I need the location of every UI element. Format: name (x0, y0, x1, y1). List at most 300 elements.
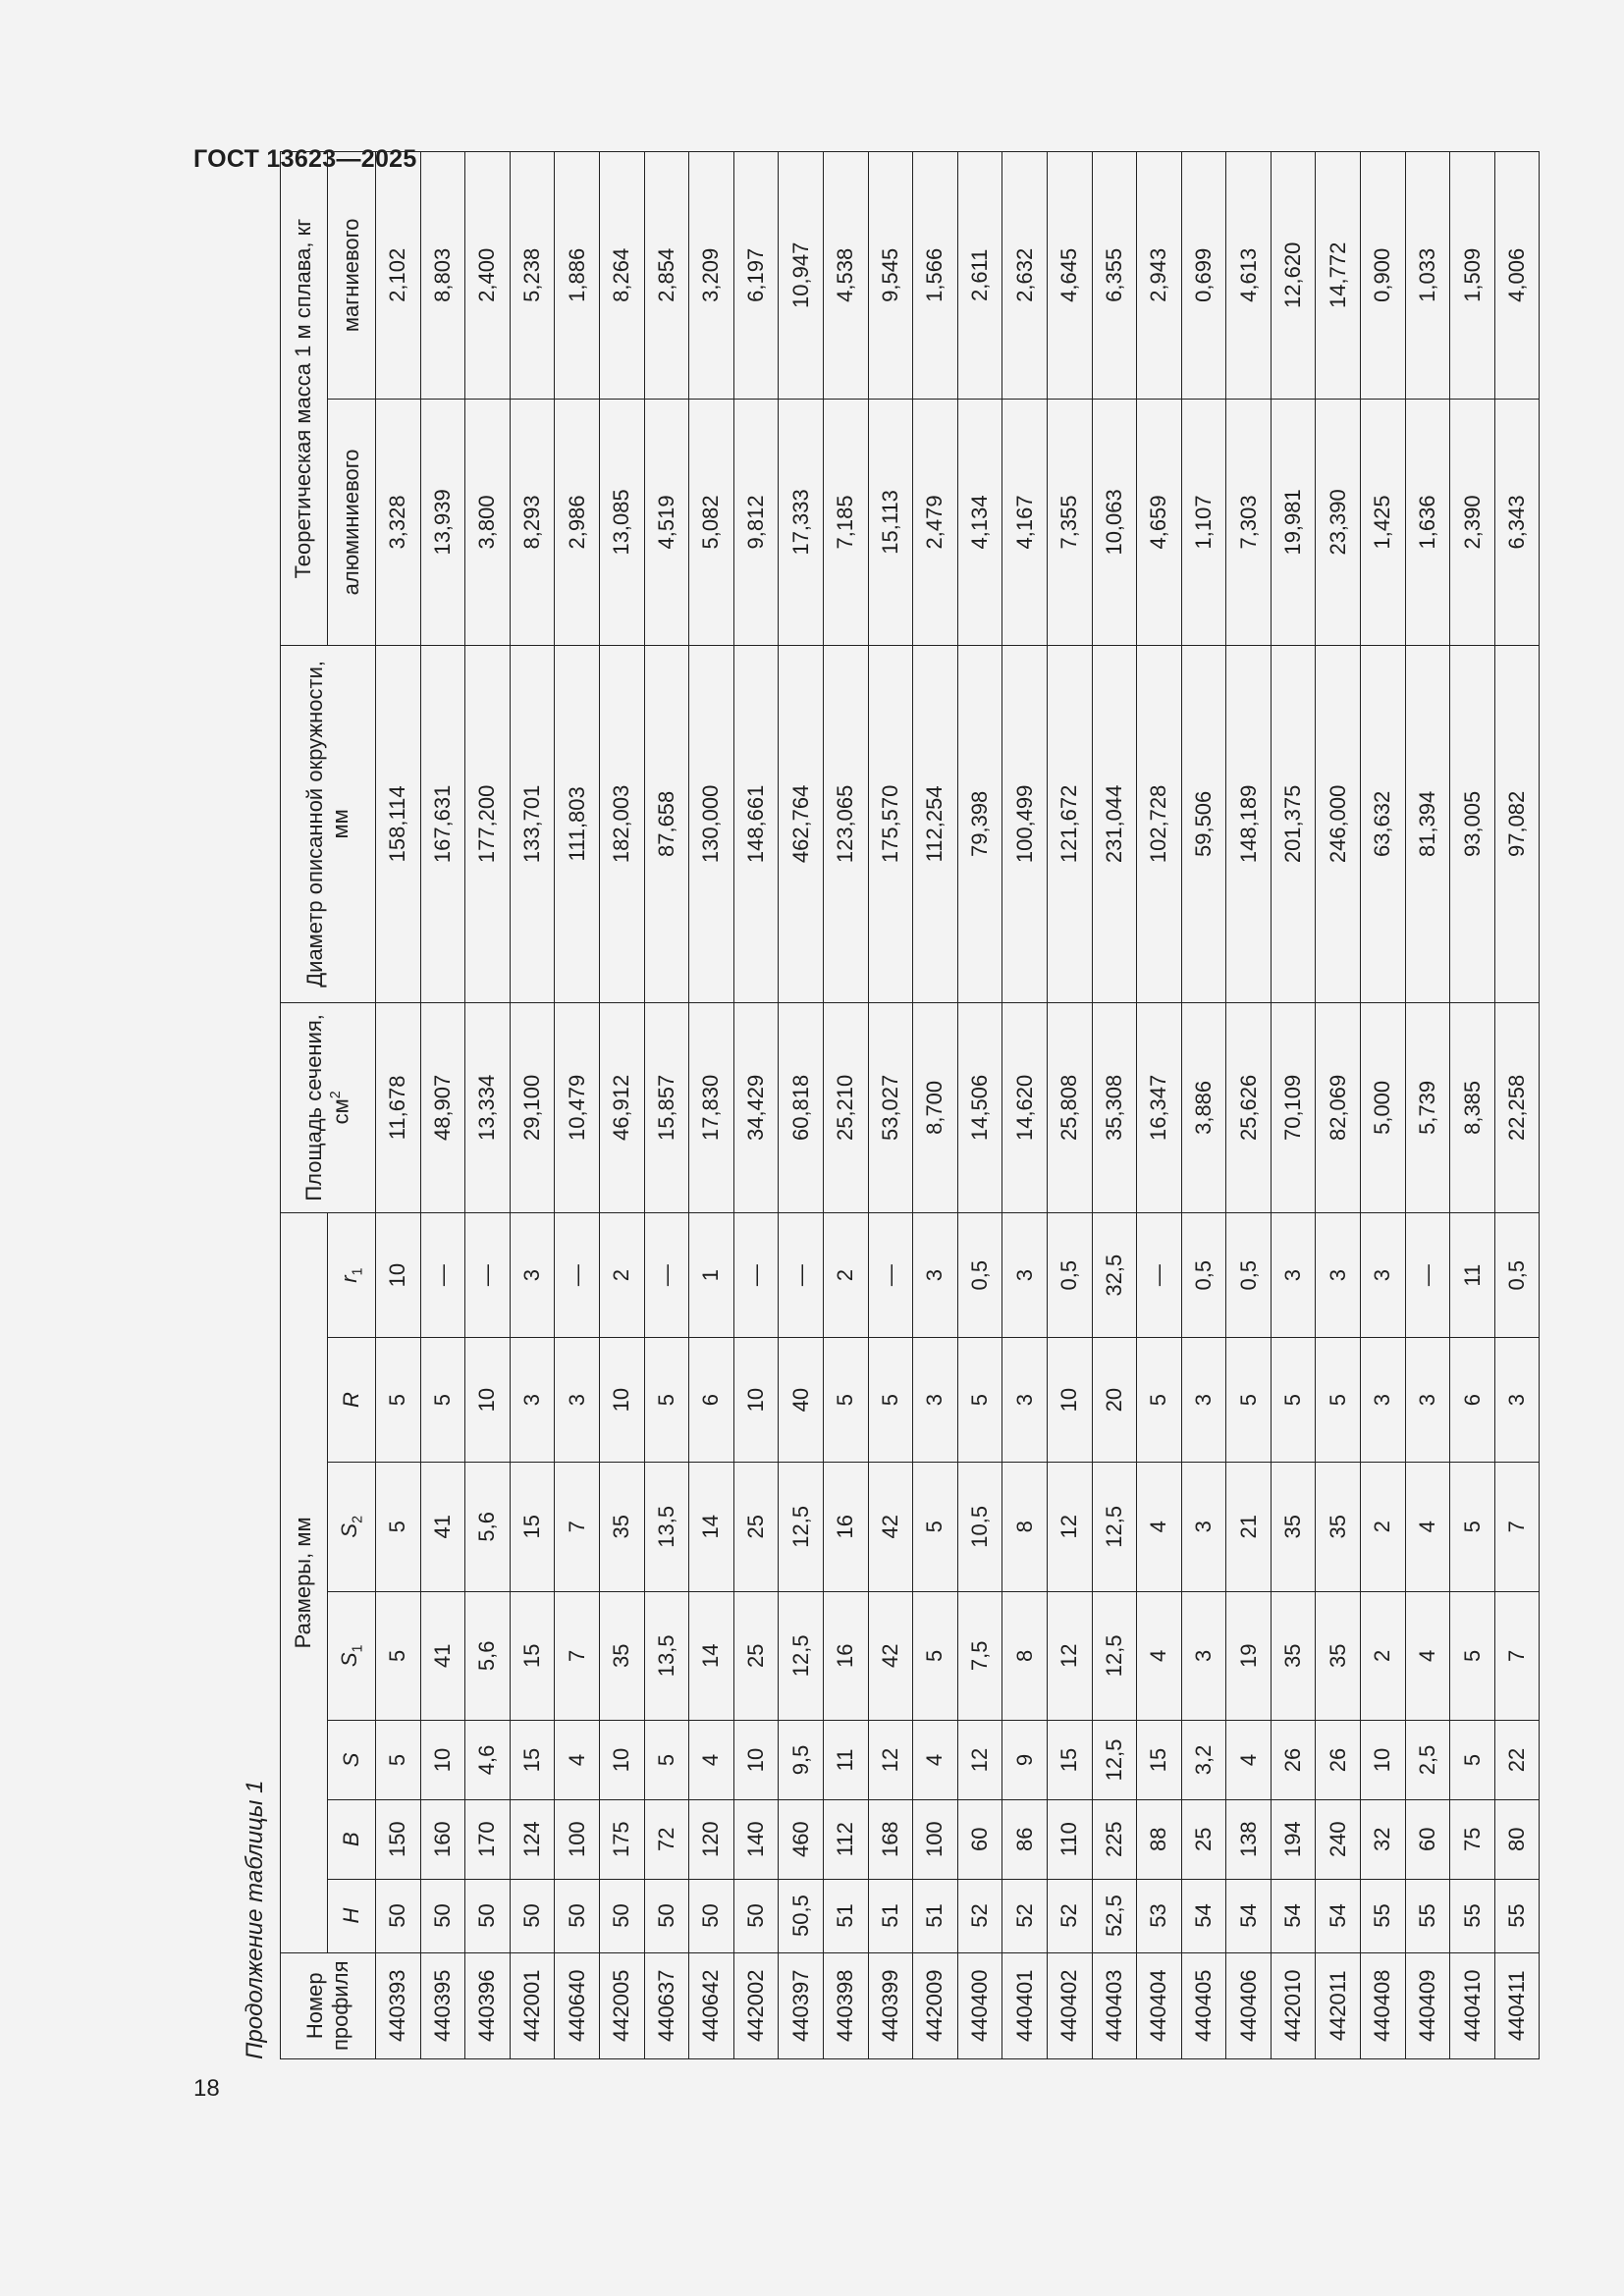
cell-S: 12,5 (1092, 1721, 1137, 1800)
cell-mass-aluminum: 4,134 (957, 399, 1002, 646)
cell-profile-number: 440405 (1181, 1952, 1226, 2058)
cell-S1: 12 (1047, 1591, 1092, 1721)
cell-S: 3,2 (1181, 1721, 1226, 1800)
cell-S: 22 (1494, 1721, 1540, 1800)
cell-S1: 35 (599, 1591, 644, 1721)
cell-S: 26 (1271, 1721, 1316, 1800)
cell-S: 15 (1137, 1721, 1182, 1800)
cell-mass-aluminum: 7,303 (1226, 399, 1272, 646)
cell-H: 55 (1450, 1879, 1495, 1952)
header-S2: $S_2$ (328, 1463, 376, 1592)
cell-r1: 3 (510, 1213, 555, 1338)
cell-diameter: 158,114 (376, 646, 421, 1002)
cell-r1: — (420, 1213, 465, 1338)
cell-profile-number: 440408 (1361, 1952, 1406, 2058)
cell-S1: 4 (1405, 1591, 1450, 1721)
cell-H: 50 (465, 1879, 511, 1952)
table-row (1226, 152, 1272, 2059)
cell-S: 12 (957, 1721, 1002, 1800)
cell-profile-number: 440402 (1047, 1952, 1092, 2058)
cell-mass-aluminum: 8,293 (510, 399, 555, 646)
cell-profile-number: 442009 (913, 1952, 958, 2058)
table-row (733, 152, 779, 2059)
cell-B: 175 (599, 1799, 644, 1879)
table-row (1405, 152, 1450, 2059)
cell-R: 6 (1450, 1338, 1495, 1463)
cell-area: 53,027 (868, 1002, 913, 1213)
table-row (1450, 152, 1495, 2059)
cell-S: 10 (599, 1721, 644, 1800)
cell-S: 11 (823, 1721, 868, 1800)
cell-mass-aluminum: 5,082 (689, 399, 734, 646)
table-caption: Продолжение таблицы 1 (242, 1780, 268, 2059)
cell-mass-aluminum: 1,636 (1405, 399, 1450, 646)
cell-H: 52,5 (1092, 1879, 1137, 1952)
cell-S2: 35 (1271, 1463, 1316, 1592)
cell-area: 35,308 (1092, 1002, 1137, 1213)
cell-B: 120 (689, 1799, 734, 1879)
cell-S: 4 (1226, 1721, 1272, 1800)
cell-B: 100 (555, 1799, 600, 1879)
cell-mass-aluminum: 23,390 (1316, 399, 1361, 646)
cell-S2: 8 (1002, 1463, 1048, 1592)
cell-S2: 25 (733, 1463, 779, 1592)
header-S: S (328, 1721, 376, 1800)
cell-mass-aluminum: 9,812 (733, 399, 779, 646)
cell-r1: — (555, 1213, 600, 1338)
table-row (689, 152, 734, 2059)
cell-mass-magnesium: 8,264 (599, 152, 644, 400)
table-row (510, 152, 555, 2059)
cell-S: 12 (868, 1721, 913, 1800)
cell-area: 3,886 (1181, 1002, 1226, 1213)
cell-mass-magnesium: 0,900 (1361, 152, 1406, 400)
cell-B: 110 (1047, 1799, 1092, 1879)
cell-r1: — (1137, 1213, 1182, 1338)
cell-R: 20 (1092, 1338, 1137, 1463)
cell-profile-number: 440398 (823, 1952, 868, 2058)
cell-B: 170 (465, 1799, 511, 1879)
cell-S: 10 (1361, 1721, 1406, 1800)
cell-area: 29,100 (510, 1002, 555, 1213)
cell-diameter: 121,672 (1047, 646, 1092, 1002)
cell-B: 32 (1361, 1799, 1406, 1879)
cell-r1: 0,5 (1226, 1213, 1272, 1338)
cell-diameter: 123,065 (823, 646, 868, 1002)
header-H: H (328, 1879, 376, 1952)
table-row (599, 152, 644, 2059)
cell-H: 54 (1181, 1879, 1226, 1952)
cell-mass-aluminum: 19,981 (1271, 399, 1316, 646)
cell-H: 50 (644, 1879, 689, 1952)
cell-mass-aluminum: 17,333 (779, 399, 824, 646)
cell-profile-number: 440396 (465, 1952, 511, 2058)
cell-profile-number: 440411 (1494, 1952, 1540, 2058)
cell-S2: 16 (823, 1463, 868, 1592)
cell-S1: 7 (555, 1591, 600, 1721)
cell-r1: — (779, 1213, 824, 1338)
cell-r1: — (465, 1213, 511, 1338)
cell-area: 8,700 (913, 1002, 958, 1213)
cell-mass-magnesium: 4,006 (1494, 152, 1540, 400)
cell-R: 5 (376, 1338, 421, 1463)
cell-profile-number: 440393 (376, 1952, 421, 2058)
cell-H: 50 (733, 1879, 779, 1952)
cell-B: 100 (913, 1799, 958, 1879)
cell-area: 60,818 (779, 1002, 824, 1213)
table-row (555, 152, 600, 2059)
cell-R: 3 (1361, 1338, 1406, 1463)
cell-S: 5 (1450, 1721, 1495, 1800)
cell-R: 5 (1316, 1338, 1361, 1463)
cell-area: 14,620 (1002, 1002, 1048, 1213)
cell-S: 10 (733, 1721, 779, 1800)
cell-S1: 3 (1181, 1591, 1226, 1721)
cell-H: 50 (510, 1879, 555, 1952)
rotated-table-block (231, 151, 1530, 2059)
cell-S: 9,5 (779, 1721, 824, 1800)
cell-r1: — (868, 1213, 913, 1338)
cell-S2: 4 (1405, 1463, 1450, 1592)
cell-area: 48,907 (420, 1002, 465, 1213)
cell-r1: 3 (1002, 1213, 1048, 1338)
table-row (1047, 152, 1092, 2059)
cell-area: 14,506 (957, 1002, 1002, 1213)
table-row (868, 152, 913, 2059)
cell-S2: 7 (1494, 1463, 1540, 1592)
cell-S1: 12,5 (1092, 1591, 1137, 1721)
cell-S2: 5,6 (465, 1463, 511, 1592)
cell-H: 50 (689, 1879, 734, 1952)
cell-R: 3 (1494, 1338, 1540, 1463)
cell-R: 5 (644, 1338, 689, 1463)
cell-H: 55 (1361, 1879, 1406, 1952)
cell-S1: 12,5 (779, 1591, 824, 1721)
cell-B: 25 (1181, 1799, 1226, 1879)
cell-diameter: 100,499 (1002, 646, 1048, 1002)
cell-profile-number: 440400 (957, 1952, 1002, 2058)
cell-S: 4 (689, 1721, 734, 1800)
cell-profile-number: 442010 (1271, 1952, 1316, 2058)
cell-B: 194 (1271, 1799, 1316, 1879)
cell-r1: 0,5 (1047, 1213, 1092, 1338)
cell-S: 4,6 (465, 1721, 511, 1800)
cell-diameter: 167,631 (420, 646, 465, 1002)
cell-r1: 2 (823, 1213, 868, 1338)
header-diameter: Диаметр описанной окружности, мм (281, 646, 376, 1002)
table-row (1181, 152, 1226, 2059)
cell-diameter: 148,189 (1226, 646, 1272, 1002)
cell-diameter: 133,701 (510, 646, 555, 1002)
cell-S1: 13,5 (644, 1591, 689, 1721)
cell-B: 150 (376, 1799, 421, 1879)
cell-area: 22,258 (1494, 1002, 1540, 1213)
cell-mass-aluminum: 7,185 (823, 399, 868, 646)
cell-S1: 4 (1137, 1591, 1182, 1721)
cell-mass-aluminum: 1,425 (1361, 399, 1406, 646)
cell-B: 88 (1137, 1799, 1182, 1879)
cell-r1: 2 (599, 1213, 644, 1338)
cell-diameter: 231,044 (1092, 646, 1137, 1002)
table-row (376, 152, 421, 2059)
cell-S2: 14 (689, 1463, 734, 1592)
cell-diameter: 81,394 (1405, 646, 1450, 1002)
cell-mass-magnesium: 12,620 (1271, 152, 1316, 400)
cell-r1: 32,5 (1092, 1213, 1137, 1338)
cell-R: 5 (1226, 1338, 1272, 1463)
cell-mass-magnesium: 2,854 (644, 152, 689, 400)
cell-profile-number: 440397 (779, 1952, 824, 2058)
cell-S1: 7 (1494, 1591, 1540, 1721)
cell-mass-aluminum: 2,390 (1450, 399, 1495, 646)
cell-B: 80 (1494, 1799, 1540, 1879)
cell-mass-magnesium: 4,645 (1047, 152, 1092, 400)
cell-S: 4 (913, 1721, 958, 1800)
cell-B: 86 (1002, 1799, 1048, 1879)
cell-S1: 14 (689, 1591, 734, 1721)
cell-diameter: 97,082 (1494, 646, 1540, 1002)
cell-area: 10,479 (555, 1002, 600, 1213)
table-row (1137, 152, 1182, 2059)
cell-diameter: 130,000 (689, 646, 734, 1002)
cell-S2: 3 (1181, 1463, 1226, 1592)
cell-mass-aluminum: 2,479 (913, 399, 958, 646)
cell-mass-aluminum: 4,519 (644, 399, 689, 646)
table-row (1494, 152, 1540, 2059)
cell-B: 138 (1226, 1799, 1272, 1879)
cell-S2: 4 (1137, 1463, 1182, 1592)
cell-r1: 0,5 (1181, 1213, 1226, 1338)
cell-profile-number: 440404 (1137, 1952, 1182, 2058)
cell-R: 5 (823, 1338, 868, 1463)
cell-R: 40 (779, 1338, 824, 1463)
cell-S: 5 (644, 1721, 689, 1800)
cell-S2: 35 (599, 1463, 644, 1592)
cell-mass-magnesium: 4,613 (1226, 152, 1272, 400)
cell-R: 5 (1137, 1338, 1182, 1463)
cell-S2: 42 (868, 1463, 913, 1592)
header-B: B (328, 1799, 376, 1879)
cell-diameter: 182,003 (599, 646, 644, 1002)
cell-profile-number: 440640 (555, 1952, 600, 2058)
cell-B: 240 (1316, 1799, 1361, 1879)
cell-S2: 2 (1361, 1463, 1406, 1592)
cell-R: 5 (957, 1338, 1002, 1463)
cell-H: 51 (868, 1879, 913, 1952)
cell-R: 5 (420, 1338, 465, 1463)
cell-diameter: 201,375 (1271, 646, 1316, 1002)
cell-R: 3 (1181, 1338, 1226, 1463)
cell-mass-magnesium: 2,400 (465, 152, 511, 400)
cell-mass-aluminum: 4,659 (1137, 399, 1182, 646)
cell-S2: 15 (510, 1463, 555, 1592)
cell-diameter: 93,005 (1450, 646, 1495, 1002)
cell-profile-number: 440406 (1226, 1952, 1272, 2058)
cell-H: 50,5 (779, 1879, 824, 1952)
header-area: Площадь сечения, $см^2$ (281, 1002, 376, 1213)
table-row (1361, 152, 1406, 2059)
cell-mass-magnesium: 6,197 (733, 152, 779, 400)
cell-profile-number: 440637 (644, 1952, 689, 2058)
cell-R: 5 (868, 1338, 913, 1463)
cell-S1: 19 (1226, 1591, 1272, 1721)
cell-B: 225 (1092, 1799, 1137, 1879)
cell-profile-number: 442005 (599, 1952, 644, 2058)
cell-R: 3 (510, 1338, 555, 1463)
cell-H: 54 (1271, 1879, 1316, 1952)
cell-area: 70,109 (1271, 1002, 1316, 1213)
table-row (644, 152, 689, 2059)
header-magnesium: магниевого (328, 152, 376, 400)
cell-mass-magnesium: 5,238 (510, 152, 555, 400)
cell-mass-aluminum: 3,800 (465, 399, 511, 646)
cell-H: 55 (1405, 1879, 1450, 1952)
cell-S1: 5 (913, 1591, 958, 1721)
cell-diameter: 59,506 (1181, 646, 1226, 1002)
cell-profile-number: 442001 (510, 1952, 555, 2058)
cell-diameter: 87,658 (644, 646, 689, 1002)
cell-S1: 5 (376, 1591, 421, 1721)
page-number: 18 (193, 2075, 220, 2102)
cell-area: 17,830 (689, 1002, 734, 1213)
cell-H: 52 (1002, 1879, 1048, 1952)
cell-H: 50 (599, 1879, 644, 1952)
cell-mass-magnesium: 10,947 (779, 152, 824, 400)
cell-S1: 42 (868, 1591, 913, 1721)
cell-S1: 2 (1361, 1591, 1406, 1721)
cell-B: 460 (779, 1799, 824, 1879)
table-row (913, 152, 958, 2059)
cell-area: 13,334 (465, 1002, 511, 1213)
cell-S2: 13,5 (644, 1463, 689, 1592)
cell-area: 15,857 (644, 1002, 689, 1213)
table-row (465, 152, 511, 2059)
cell-S2: 12,5 (1092, 1463, 1137, 1592)
cell-S1: 35 (1271, 1591, 1316, 1721)
document-title: ГОСТ 13623—2025 (193, 145, 417, 173)
cell-R: 3 (913, 1338, 958, 1463)
cell-S1: 41 (420, 1591, 465, 1721)
cell-r1: 10 (376, 1213, 421, 1338)
cell-B: 140 (733, 1799, 779, 1879)
cell-R: 3 (1405, 1338, 1450, 1463)
cell-H: 51 (913, 1879, 958, 1952)
cell-diameter: 175,570 (868, 646, 913, 1002)
cell-S2: 5 (1450, 1463, 1495, 1592)
cell-R: 6 (689, 1338, 734, 1463)
cell-mass-magnesium: 0,699 (1181, 152, 1226, 400)
cell-R: 3 (1002, 1338, 1048, 1463)
cell-mass-magnesium: 3,209 (689, 152, 734, 400)
cell-mass-magnesium: 2,102 (376, 152, 421, 400)
cell-H: 54 (1316, 1879, 1361, 1952)
cell-S1: 35 (1316, 1591, 1361, 1721)
cell-S: 4 (555, 1721, 600, 1800)
cell-profile-number: 442002 (733, 1952, 779, 2058)
cell-area: 11,678 (376, 1002, 421, 1213)
table-row (779, 152, 824, 2059)
cell-mass-aluminum: 4,167 (1002, 399, 1048, 646)
cell-profile-number: 442011 (1316, 1952, 1361, 2058)
cell-R: 10 (599, 1338, 644, 1463)
cell-mass-magnesium: 9,545 (868, 152, 913, 400)
cell-diameter: 462,764 (779, 646, 824, 1002)
cell-H: 53 (1137, 1879, 1182, 1952)
cell-area: 34,429 (733, 1002, 779, 1213)
cell-r1: 3 (1316, 1213, 1361, 1338)
cell-diameter: 112,254 (913, 646, 958, 1002)
cell-B: 160 (420, 1799, 465, 1879)
cell-diameter: 246,000 (1316, 646, 1361, 1002)
cell-profile-number: 440403 (1092, 1952, 1137, 2058)
cell-B: 60 (957, 1799, 1002, 1879)
cell-diameter: 177,200 (465, 646, 511, 1002)
cell-B: 72 (644, 1799, 689, 1879)
cell-mass-aluminum: 15,113 (868, 399, 913, 646)
table-row (1092, 152, 1137, 2059)
cell-H: 51 (823, 1879, 868, 1952)
profiles-table (280, 151, 1540, 2059)
cell-mass-magnesium: 2,632 (1002, 152, 1048, 400)
cell-B: 75 (1450, 1799, 1495, 1879)
cell-r1: — (1405, 1213, 1450, 1338)
table-row (1002, 152, 1048, 2059)
cell-area: 25,626 (1226, 1002, 1272, 1213)
cell-area: 5,739 (1405, 1002, 1450, 1213)
cell-area: 25,210 (823, 1002, 868, 1213)
cell-r1: — (733, 1213, 779, 1338)
table-body (376, 152, 1540, 2059)
cell-r1: 3 (1361, 1213, 1406, 1338)
cell-mass-magnesium: 8,803 (420, 152, 465, 400)
cell-H: 50 (555, 1879, 600, 1952)
cell-mass-aluminum: 10,063 (1092, 399, 1137, 646)
cell-B: 124 (510, 1799, 555, 1879)
cell-S1: 16 (823, 1591, 868, 1721)
cell-S: 2,5 (1405, 1721, 1450, 1800)
cell-r1: — (644, 1213, 689, 1338)
cell-S2: 12 (1047, 1463, 1092, 1592)
cell-B: 60 (1405, 1799, 1450, 1879)
cell-H: 50 (376, 1879, 421, 1952)
cell-profile-number: 440642 (689, 1952, 734, 2058)
cell-H: 52 (1047, 1879, 1092, 1952)
cell-S2: 10,5 (957, 1463, 1002, 1592)
cell-mass-magnesium: 1,566 (913, 152, 958, 400)
table-row (420, 152, 465, 2059)
cell-S: 15 (1047, 1721, 1092, 1800)
header-S1: $S_1$ (328, 1591, 376, 1721)
cell-r1: 11 (1450, 1213, 1495, 1338)
header-r1: $r_1$ (328, 1213, 376, 1338)
cell-S: 10 (420, 1721, 465, 1800)
cell-mass-aluminum: 13,085 (599, 399, 644, 646)
cell-mass-aluminum: 6,343 (1494, 399, 1540, 646)
cell-diameter: 111,803 (555, 646, 600, 1002)
cell-mass-magnesium: 2,943 (1137, 152, 1182, 400)
cell-S2: 12,5 (779, 1463, 824, 1592)
cell-mass-magnesium: 1,886 (555, 152, 600, 400)
cell-S2: 5 (376, 1463, 421, 1592)
cell-S: 9 (1002, 1721, 1048, 1800)
cell-mass-magnesium: 6,355 (1092, 152, 1137, 400)
cell-area: 5,000 (1361, 1002, 1406, 1213)
cell-area: 16,347 (1137, 1002, 1182, 1213)
cell-r1: 1 (689, 1213, 734, 1338)
cell-H: 52 (957, 1879, 1002, 1952)
cell-diameter: 102,728 (1137, 646, 1182, 1002)
header-theoretical-mass: Теоретическая масса 1 м сплава, кг (281, 152, 328, 646)
